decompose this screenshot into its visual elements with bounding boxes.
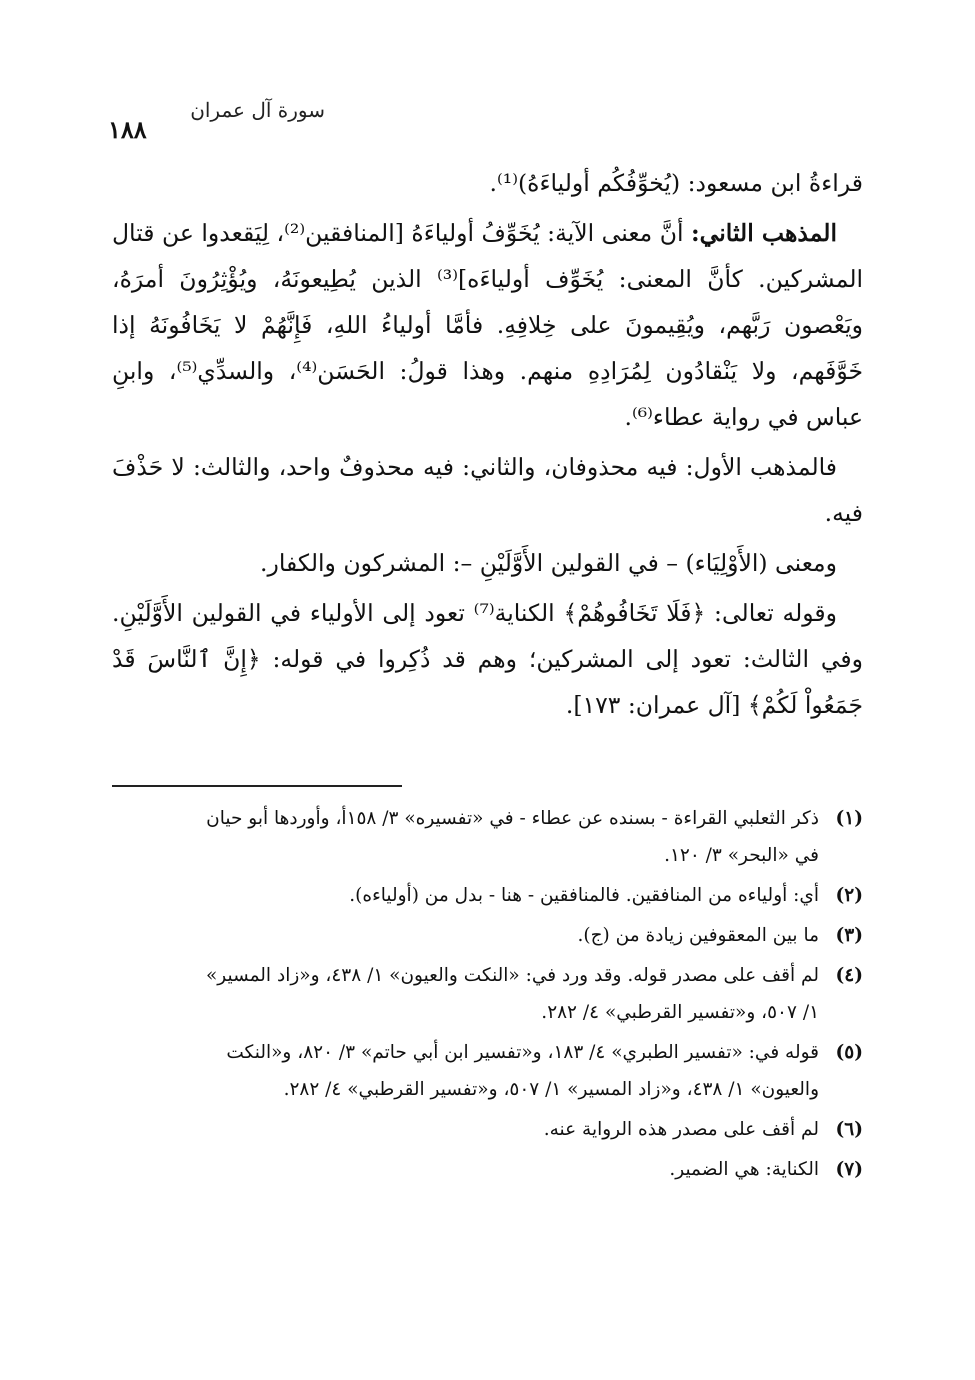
- paragraph-2-text: أنَّ معنى الآية: يُخَوِّفُ أولياءَهُ [المنافقين⁽²⁾، لِيَقعدوا عن قتال المشركين. كأنَّ المعنى: يُخَوِّف أولياءَه]⁽³⁾ الذين يُطِيعونَهُ، ويُؤْثِرُونَ أمرَهُ، ويَعْصون رَبَّهم، ويُقِيمونَ على خِلافِهِ. فأمَّا أولياءُ اللهِ، فَإِنَّهُمْ لا يَخَافُونَهُ إذا خَوَّفَهم، ولا يَنْقادُون لِمُرَادِهِ منهم. وهذا قولُ: الحَسَن⁽⁴⁾، والسدِّي⁽⁵⁾، وابنِ عباس في رواية عطاء⁽⁶⁾.: [111, 219, 864, 431]
- paragraph-3: فالمذهب الأول: فيه محذوفان، والثاني: فيه محذوفٌ واحد، والثالث: لا حَذْفَ فيه.: [112, 453, 863, 527]
- paragraph-5: وقوله تعالى: ﴿فَلَا تَخَافُوهُمْ﴾ الكناية⁽⁷⁾ تعود إلى الأولياء في القولين الأَوَّلَيْنِ. وفي الثالث: تعود إلى المشركين؛ وهم قد ذُكِروا في قوله: ﴿إِنَّ ٱلنَّاسَ قَدْ جَمَعُواْ لَكُمْ﴾ [آل عمران: ١٧٣].: [112, 599, 863, 719]
- footnote: [112, 1034, 863, 1108]
- footnote-number: (٦): [835, 1119, 863, 1140]
- paragraph-2: [112, 210, 863, 440]
- footnote-number: (٧): [835, 1159, 863, 1180]
- footnote: [112, 917, 863, 954]
- footnote: [112, 1111, 863, 1148]
- footnote: [112, 877, 863, 914]
- footnotes: [112, 800, 863, 1191]
- footnote-number: (٣): [835, 925, 863, 946]
- footnote-line-cont: والعيون» ١/ ٤٣٨، و«زاد المسير» ١/ ٥٠٧، و«تفسير القرطبي» ٤/ ٢٨٢.: [283, 1079, 819, 1100]
- footnote: [112, 800, 863, 874]
- paragraph-1: قراءةُ ابن مسعود: (يُخوِّفُكُم أولياءَهُ)⁽¹⁾.: [489, 169, 863, 197]
- page-number: ١٨٨: [108, 115, 147, 144]
- running-title: سورة آل عمران: [190, 98, 325, 122]
- footnote-text: [112, 957, 819, 1031]
- footnote-text: [112, 800, 819, 874]
- paragraph-2-lead: المذهب الثاني:: [690, 219, 837, 247]
- footnote-text: أي: أولياءه من المنافقين. فالمنافقين - هنا - بدل من (أولياءه).: [349, 885, 819, 906]
- footnote: [112, 1151, 863, 1188]
- footnote-number: (٥): [835, 1042, 863, 1063]
- footnote-text: ما بين المعقوفين زيادة من (ج).: [577, 925, 819, 946]
- footnote-number: (٤): [835, 965, 863, 986]
- footnote-line-cont: ١/ ٥٠٧، و«تفسير القرطبي» ٤/ ٢٨٢.: [541, 1002, 819, 1023]
- footnote-line-cont: في «البحر» ٣/ ١٢٠.: [664, 845, 819, 866]
- footnote-text: الكناية: هي الضمير.: [669, 1159, 819, 1180]
- main-text: [112, 160, 863, 732]
- footnote-line: ذكر الثعلبي القراءة - بسنده عن عطاء - في «تفسيره» ٣/ ١٥٨أ، وأوردها أبو حيان: [206, 808, 819, 829]
- footnote-separator: [112, 785, 402, 787]
- footnote-line: قوله في: «تفسير الطبري» ٤/ ١٨٣، و«تفسير ابن أبي حاتم» ٣/ ٨٢٠، و«النكت: [226, 1042, 819, 1063]
- paragraph-4: ومعنى (الأَوْلِيَاء) – في القولين الأَوَّلَيْنِ –: المشركون والكفار.: [260, 549, 837, 577]
- footnote: [112, 957, 863, 1031]
- footnote-text: [112, 1034, 819, 1108]
- footnote-number: (١): [835, 808, 863, 829]
- footnote-number: (٢): [835, 885, 863, 906]
- footnote-text: لم أقف على مصدر هذه الرواية عنه.: [543, 1119, 819, 1140]
- footnote-line: لم أقف على مصدر قوله. وقد ورد في: «النكت والعيون» ١/ ٤٣٨، و«زاد المسير»: [205, 965, 819, 986]
